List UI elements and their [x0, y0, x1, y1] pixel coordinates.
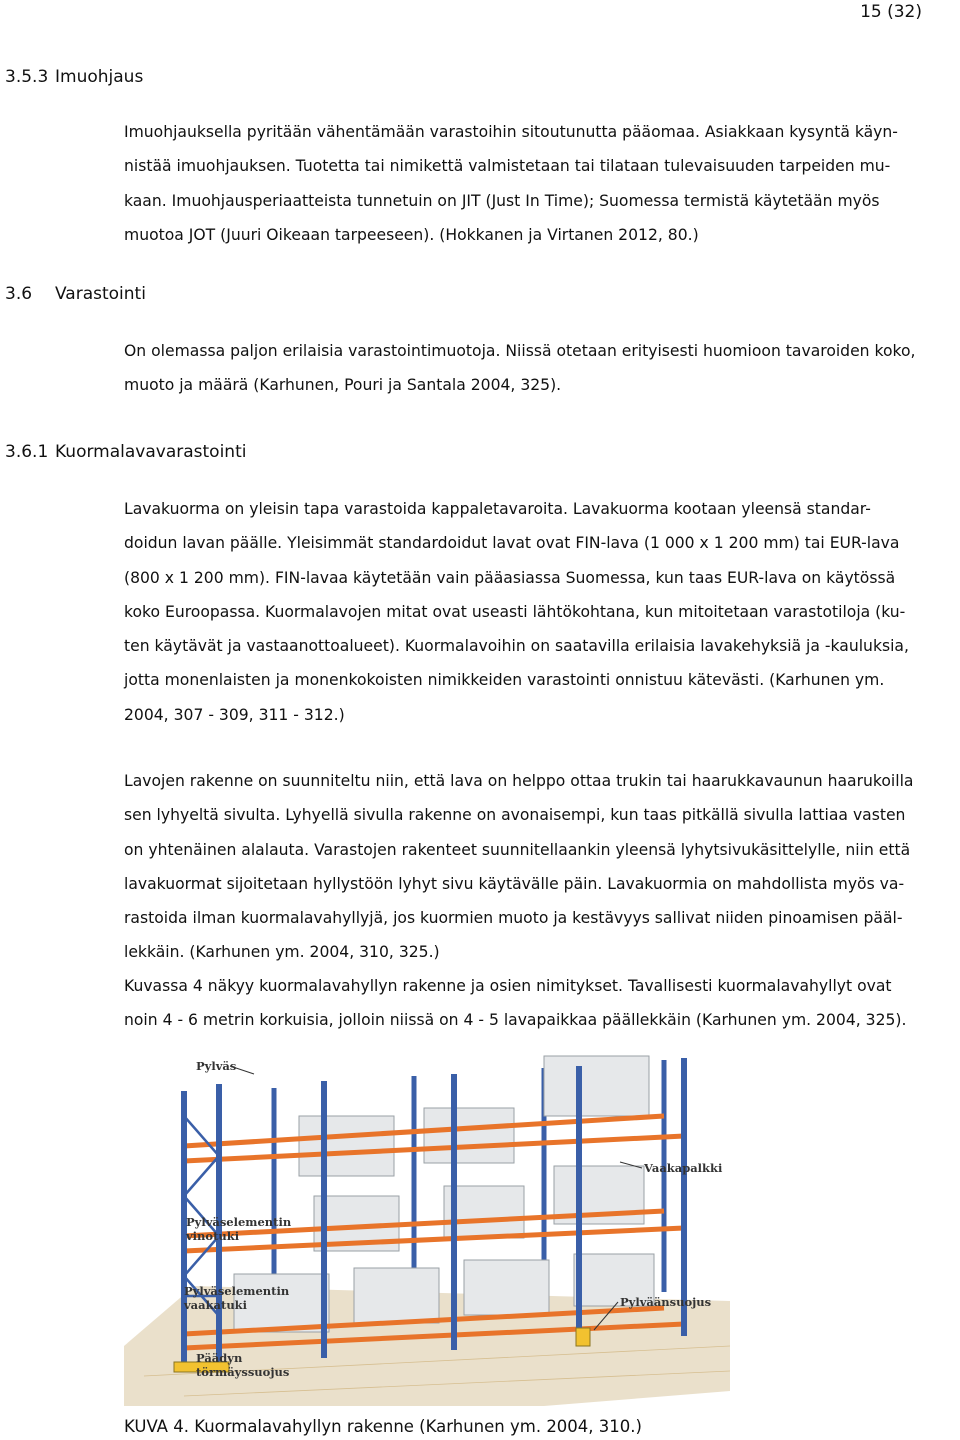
- pallet-rack-figure: [124, 1046, 730, 1406]
- paragraph-lavakuorma: [124, 492, 958, 732]
- section-title: Kuormalavavarastointi: [55, 442, 247, 462]
- text-line: Imuohjauksella pyritään vähentämään varastoihin sitoutunutta pääomaa. Asiakkaan kysyntä käyn-: [124, 123, 898, 141]
- text-line: (800 x 1 200 mm). FIN-lavaa käytetään vain pääasiassa Suomessa, kun taas EUR-lava on käytössä: [124, 568, 896, 587]
- text-line: lavakuormat sijoitetaan hyllystöön lyhyt sivu käytävälle päin. Lavakuormia on mahdollista myös va-: [124, 874, 905, 893]
- label-vaakatuki-2: vaakatuki: [184, 1298, 248, 1312]
- paragraph-imuohjaus: [124, 115, 958, 252]
- label-paadyn-1: Päädyn: [196, 1351, 243, 1365]
- paragraph-varastointi: [124, 334, 958, 403]
- paragraph-lavojen-rakenne: [124, 764, 958, 970]
- text-line: ten käytävät ja vastaanottoalueet). Kuormalavoihin on saatavilla erilaisia lavakehyksiä ja -kauluksia,: [124, 637, 909, 656]
- figure-caption: KUVA 4. Kuormalavahyllyn rakenne (Karhunen ym. 2004, 310.): [124, 1417, 642, 1436]
- label-pylvas: Pylväs: [196, 1059, 237, 1073]
- text-line: Lavakuorma on yleisin tapa varastoida kappaletavaroita. Lavakuorma kootaan yleensä standar-: [124, 500, 871, 518]
- label-vinotuki-2: vinotuki: [186, 1229, 240, 1243]
- text-line: lekkäin. (Karhunen ym. 2004, 310, 325.): [124, 943, 440, 962]
- section-number: 3.5.3: [5, 67, 49, 87]
- text-line: jotta monenlaisten ja monenkokoisten nimikkeiden varastointi onnistuu kätevästi. (Karhunen ym.: [124, 671, 885, 690]
- label-paadyn-2: törmäyssuojus: [196, 1365, 290, 1379]
- text-line: Lavojen rakenne on suunniteltu niin, että lava on helppo ottaa trukin tai haarukkavaunun haarukoilla: [124, 772, 914, 790]
- text-line: on yhtenäinen alalauta. Varastojen rakenteet suunnitellaankin yleensä lyhytsivukäsittelylle, niin että: [124, 840, 911, 859]
- pallet-loads: [234, 1056, 654, 1332]
- section-title: Varastointi: [55, 284, 146, 304]
- paragraph-kuvassa: [124, 969, 958, 1038]
- section-title: Imuohjaus: [55, 67, 144, 87]
- text-line: muoto ja määrä (Karhunen, Pouri ja Santala 2004, 325).: [124, 376, 562, 395]
- label-vaakapalkki: Vaakapalkki: [644, 1161, 723, 1175]
- label-pylvaansuojus: Pylväänsuojus: [620, 1295, 712, 1309]
- text-line: kaan. Imuohjausperiaatteista tunnetuin on JIT (Just In Time); Suomessa termistä käytetään myös: [124, 191, 880, 210]
- text-line: rastoida ilman kuormalavahyllyjä, jos kuormien muoto ja kestävyys sallivat niiden pinoamisen pääl-: [124, 909, 903, 928]
- column-guard: [576, 1328, 590, 1346]
- page-number: 15 (32): [860, 2, 922, 22]
- text-line: noin 4 - 6 metrin korkuisia, jolloin niissä on 4 - 5 lavapaikkaa päällekkäin (Karhunen ym. 2004, 325).: [124, 1011, 907, 1030]
- text-line: On olemassa paljon erilaisia varastointimuotoja. Niissä otetaan erityisesti huomioon tavaroiden koko,: [124, 342, 916, 360]
- section-number: 3.6.1: [5, 442, 49, 462]
- section-heading-3-6-1: [5, 442, 246, 462]
- text-line: nistää imuohjauksen. Tuotetta tai nimikettä valmistetaan tai tilataan tulevaisuuden tarpeiden mu-: [124, 157, 891, 176]
- text-line: sen lyhyeltä sivulta. Lyhyellä sivulla rakenne on avonaisempi, kun taas pitkällä sivulla lattiaa vasten: [124, 806, 906, 825]
- text-line: 2004, 307 - 309, 311 - 312.): [124, 705, 345, 724]
- pallet-rack-illustration: [124, 1046, 730, 1406]
- text-line: doidun lavan päälle. Yleisimmät standardoidut lavat ovat FIN-lava (1 000 x 1 200 mm) tai EUR-lava: [124, 534, 900, 553]
- label-vinotuki-1: Pylväselementin: [186, 1215, 292, 1229]
- text-line: Kuvassa 4 näkyy kuormalavahyllyn rakenne ja osien nimitykset. Tavallisesti kuormalavahyllyt ovat: [124, 977, 892, 995]
- section-number: 3.6: [5, 284, 33, 304]
- label-vaakatuki-1: Pylväselementin: [184, 1284, 290, 1298]
- section-heading-3-6: [5, 284, 146, 304]
- text-line: muotoa JOT (Juuri Oikeaan tarpeeseen). (Hokkanen ja Virtanen 2012, 80.): [124, 225, 699, 244]
- section-heading-3-5-3: [5, 67, 143, 87]
- text-line: koko Euroopassa. Kuormalavojen mitat ovat useasti lähtökohtana, kun mitoitetaan varastotiloja (ku-: [124, 602, 906, 621]
